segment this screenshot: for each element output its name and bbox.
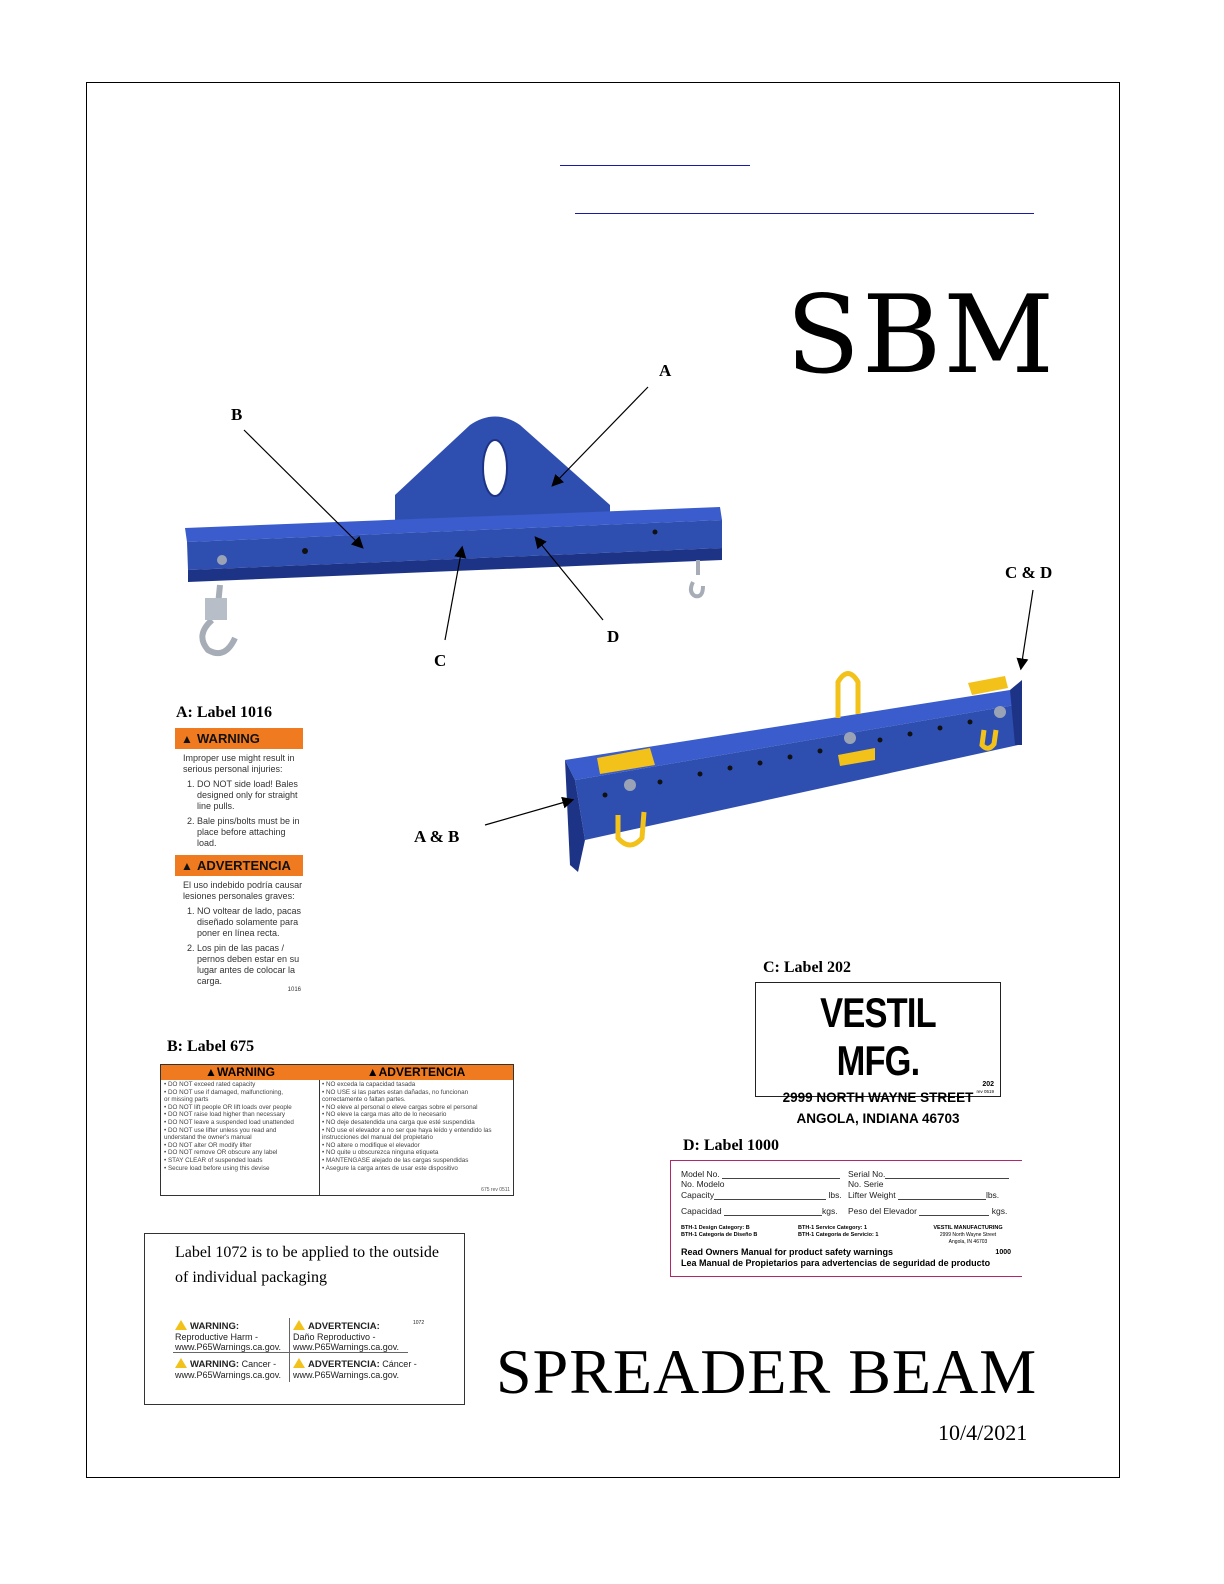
list-item: • Asegure la carga antes de usar este dispositivo — [322, 1164, 458, 1172]
label-1016-heading: A: Label 1016 — [176, 704, 272, 721]
label-code: 1000 — [995, 1249, 1011, 1256]
callout-b: B — [231, 405, 243, 424]
kgs-unit: kgs. — [822, 1206, 838, 1216]
label-675-heading: B: Label 675 — [167, 1038, 255, 1055]
list-item: • NO use el elevador a no ser que haya leído y entendido las — [322, 1126, 492, 1134]
vestil-city: Angola, IN 46703 — [948, 1239, 988, 1245]
advertencia-text: El uso indebido podría causar lesiones personales graves: — [183, 880, 303, 901]
repro-text: Reproductive Harm - — [175, 1332, 259, 1342]
list-item: • Secure load before using this devise — [164, 1164, 270, 1172]
document-date: 10/4/2021 — [938, 1420, 1028, 1445]
callout-c: C — [434, 651, 447, 670]
street-address: 2999 NORTH WAYNE STREET — [782, 1090, 974, 1105]
capacidad-label: Capacidad — [681, 1206, 722, 1216]
lifter-weight-label: Lifter Weight — [848, 1190, 896, 1200]
list-item: • NO exceda la capacidad tasada — [322, 1081, 416, 1088]
label-code: 1016 — [287, 987, 301, 993]
label-1016 — [175, 728, 303, 993]
list-item: • NO USE si las partes estan dañadas, no funcionan — [322, 1088, 469, 1096]
cell-divider — [289, 1318, 290, 1382]
list-item: understand the owner's manual — [164, 1134, 252, 1142]
kgs-unit: kgs. — [991, 1206, 1008, 1216]
warning-title: WARNING: — [190, 1321, 240, 1332]
list-item: or missing parts — [164, 1096, 209, 1104]
list-item: • NO eleve la carga mas alto de lo necesario — [322, 1111, 447, 1119]
capacity-label: Capacity — [681, 1190, 715, 1200]
callout-a: A — [659, 361, 672, 380]
list-item: • DO NOT use if damaged, malfunctioning, — [164, 1088, 283, 1096]
list-item: • DO NOT exceed rated capacity — [164, 1081, 256, 1088]
label-1072 — [165, 1312, 445, 1392]
header-link-underline-2[interactable] — [575, 213, 1034, 214]
callout-d: D — [607, 627, 620, 646]
warning-item: 1. DO NOT side load! Bales designed only for straight line pulls. — [197, 779, 303, 812]
advertencia-item: 1. NO voltear de lado, pacas diseñado solamente para poner en línea recta. — [197, 906, 303, 939]
label-rev: rev 0519 — [976, 1089, 994, 1094]
advertencia-item: 2. Los pin de las pacas / pernos deben estar en su lugar antes de colocar la carga. — [197, 943, 303, 987]
advertencia-title: ADVERTENCIA: — [308, 1359, 380, 1370]
label-1072-note: Label 1072 is to be applied to the outside of individual packaging — [175, 1244, 439, 1286]
warning-title: WARNING: — [190, 1359, 240, 1370]
label-202-heading: C: Label 202 — [763, 959, 851, 976]
list-item: • DO NOT remove OR obscure any label — [164, 1149, 278, 1157]
peso-label: Peso del Elevador — [848, 1206, 917, 1216]
cancer-text: Cancer - — [241, 1359, 277, 1369]
label-rev: 675 rev 0511 — [481, 1187, 510, 1193]
warning-triangle-icon: ▲ — [181, 732, 193, 746]
bth-design: BTH-1 Design Category: B — [681, 1225, 750, 1231]
vestil-address: 2999 North Wayne Street — [939, 1232, 997, 1238]
label-code: 202 — [982, 1081, 994, 1088]
lbs-unit: lbs. — [985, 1190, 1000, 1200]
advertencia-banner: ▲ ADVERTENCIA — [175, 855, 303, 876]
warning-text: Improper use might result in serious personal injuries: — [183, 753, 295, 774]
callout-a-and-b: A & B — [414, 827, 460, 846]
list-item: • NO deje desatendida una carga que esté suspendida — [322, 1118, 475, 1126]
lea-manual-text: Lea Manual de Propietarios para advertencias de seguridad de producto — [681, 1258, 991, 1268]
list-item: instrucciones del manual del propietario — [322, 1134, 433, 1142]
no-modelo-label: No. Modelo — [681, 1179, 725, 1189]
label-code: 1072 — [413, 1320, 425, 1326]
serial-no-label: Serial No. — [848, 1169, 886, 1179]
warning-banner: ▲ WARNING — [175, 728, 303, 749]
warning-triangle-icon: ▲ — [181, 859, 193, 873]
vestil-name: VESTIL MANUFACTURING — [933, 1225, 1003, 1231]
model-title: SBM — [786, 273, 1056, 398]
warning-triangle-icon — [175, 1320, 187, 1330]
p65-link: www.P65Warnings.ca.gov. — [293, 1370, 400, 1380]
bth-service: BTH-1 Service Category: 1 — [798, 1225, 868, 1231]
p65-link: www.P65Warnings.ca.gov. — [175, 1370, 282, 1380]
dano-text: Daño Reproductivo - — [293, 1332, 376, 1342]
list-item: • NO altere o modifique el elevador — [322, 1141, 420, 1149]
read-manual-text: Read Owners Manual for product safety warnings — [681, 1247, 894, 1257]
warning-triangle-icon — [293, 1320, 305, 1330]
header-link-underline-1[interactable] — [560, 165, 750, 166]
product-title: SPREADER BEAM — [496, 1336, 1038, 1407]
warning-triangle-icon — [175, 1358, 187, 1368]
no-serie-label: No. Serie — [848, 1179, 884, 1189]
row-divider — [173, 1352, 408, 1353]
label-1072-box — [144, 1233, 465, 1405]
label-1000 — [670, 1160, 1022, 1277]
callout-c-and-d: C & D — [1005, 563, 1053, 582]
list-item: • MANTENGASE alejado de las cargas suspendidas — [322, 1156, 469, 1164]
list-item: • DO NOT lift people OR lift loads over people — [164, 1103, 292, 1111]
lbs-unit: lbs. — [828, 1190, 842, 1200]
list-item: • DO NOT raise load higher than necessary — [164, 1111, 286, 1119]
list-item: • DO NOT leave a suspended load unattended — [164, 1118, 294, 1126]
cancer-es-text: Cáncer - — [382, 1359, 417, 1369]
list-item: correctamente o faltan partes. — [322, 1096, 406, 1104]
label-675 — [160, 1064, 514, 1196]
warning-header: ▲WARNING — [161, 1065, 319, 1080]
list-item: • NO quite u obscurezca ninguna etiqueta — [322, 1149, 439, 1157]
bth-servicio: BTH-1 Categoría de Servicio: 1 — [798, 1232, 879, 1238]
advertencia-header: ▲ADVERTENCIA — [319, 1065, 513, 1080]
advertencia-title: ADVERTENCIA: — [308, 1321, 380, 1332]
warning-item: 2. Bale pins/bolts must be in place before attaching load. — [197, 816, 303, 849]
p65-link: www.P65Warnings.ca.gov. — [175, 1342, 282, 1352]
bth-diseno: BTH-1 Categoría de Diseño B — [681, 1232, 758, 1238]
warning-triangle-icon — [293, 1358, 305, 1368]
list-item: • DO NOT alter OR modify lifter — [164, 1141, 252, 1149]
list-item: • NO eleve al personal o eleve cargas sobre el personal — [322, 1103, 478, 1111]
city-address: ANGOLA, INDIANA 46703 — [796, 1111, 960, 1126]
p65-link: www.P65Warnings.ca.gov. — [293, 1342, 400, 1352]
label-202 — [755, 982, 1001, 1126]
model-no-label: Model No. — [681, 1169, 720, 1179]
company-name: VESTIL MFG. — [820, 989, 936, 1084]
list-item: • DO NOT use lifter unless you read and — [164, 1126, 277, 1134]
list-item: • STAY CLEAR of suspended loads — [164, 1156, 263, 1164]
label-1000-heading: D: Label 1000 — [683, 1137, 779, 1154]
